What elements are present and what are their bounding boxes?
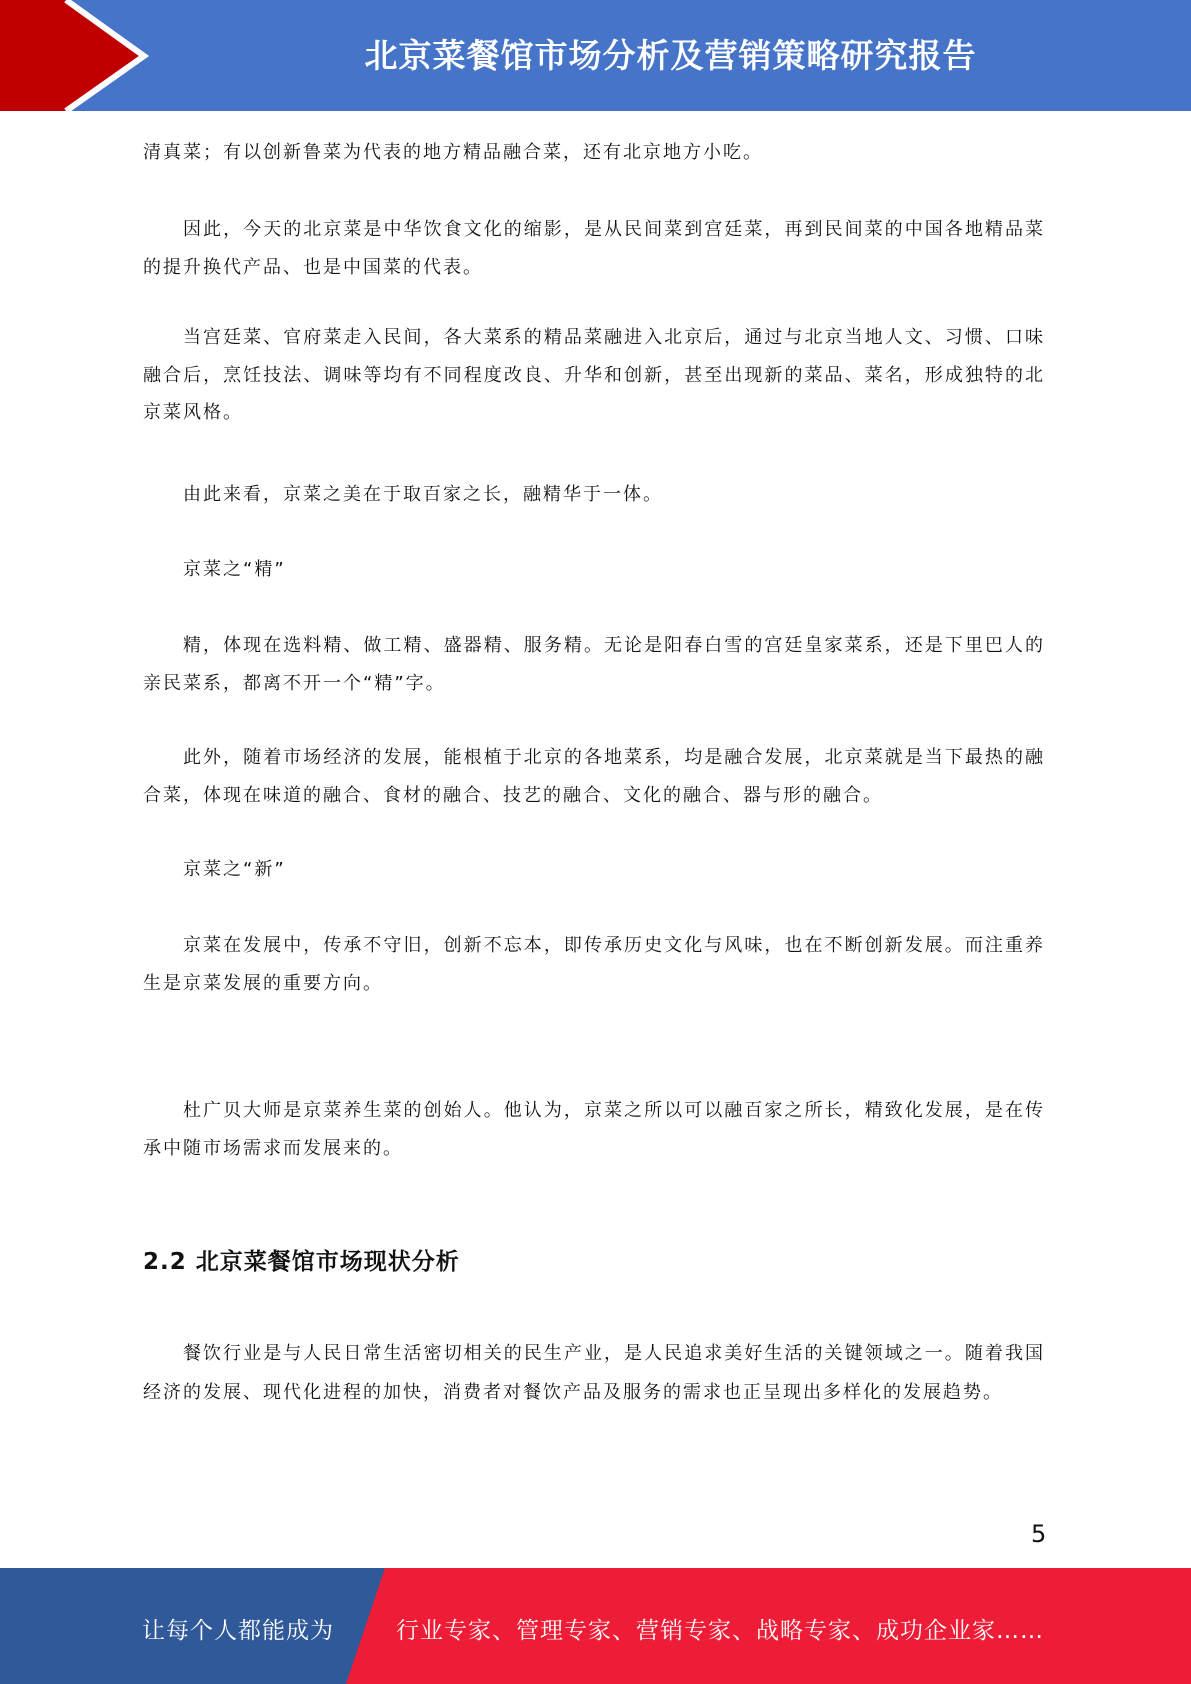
subheading: 京菜之“精” <box>183 559 286 580</box>
footer-slogan-left: 让每个人都能成为 <box>142 1618 334 1644</box>
page-number: 5 <box>1031 1520 1047 1548</box>
paragraph: 由此来看，京菜之美在于取百家之长，融精华于一体。 <box>183 484 663 505</box>
paragraph: 清真菜；有以创新鲁菜为代表的地方精品融合菜，还有北京地方小吃。 <box>143 142 763 163</box>
page-footer <box>0 1568 1191 1684</box>
paragraph: 京菜在发展中，传承不守旧，创新不忘本，即传承历史文化与风味，也在不断创新发展。而注重养生是京菜发展的重要方向。 <box>143 935 1045 994</box>
page-header <box>0 0 1191 111</box>
footer-slogan-right: 行业专家、管理专家、营销专家、战略专家、成功企业家…… <box>396 1618 1044 1644</box>
paragraph: 当宫廷菜、官府菜走入民间，各大菜系的精品菜融进入北京后，通过与北京当地人文、习惯、口味融合后，烹饪技法、调味等均有不同程度改良、升华和创新，甚至出现新的菜品、菜名，形成独特的北京菜风格。 <box>143 327 1045 423</box>
report-title: 北京菜餐馆市场分析及营销策略研究报告 <box>364 36 977 75</box>
paragraph: 精，体现在选料精、做工精、盛器精、服务精。无论是阳春白雪的宫廷皇家菜系，还是下里巴人的亲民菜系，都离不开一个“精”字。 <box>143 635 1045 694</box>
paragraph: 此外，随着市场经济的发展，能根植于北京的各地菜系，均是融合发展，北京菜就是当下最热的融合菜，体现在味道的融合、食材的融合、技艺的融合、文化的融合、器与形的融合。 <box>143 747 1045 806</box>
paragraph: 杜广贝大师是京菜养生菜的创始人。他认为，京菜之所以可以融百家之所长，精致化发展，是在传承中随市场需求而发展来的。 <box>143 1100 1045 1159</box>
paragraph: 餐饮行业是与人民日常生活密切相关的民生产业，是人民追求美好生活的关键领域之一。随着我国经济的发展、现代化进程的加快，消费者对餐饮产品及服务的需求也正呈现出多样化的发展趋势。 <box>143 1343 1045 1403</box>
paragraph: 因此，今天的北京菜是中华饮食文化的缩影，是从民间菜到宫廷菜，再到民间菜的中国各地精品菜的提升换代产品、也是中国菜的代表。 <box>143 219 1045 278</box>
subheading: 京菜之“新” <box>183 859 286 880</box>
section-heading: 2.2 北京菜餐馆市场现状分析 <box>143 1249 460 1275</box>
